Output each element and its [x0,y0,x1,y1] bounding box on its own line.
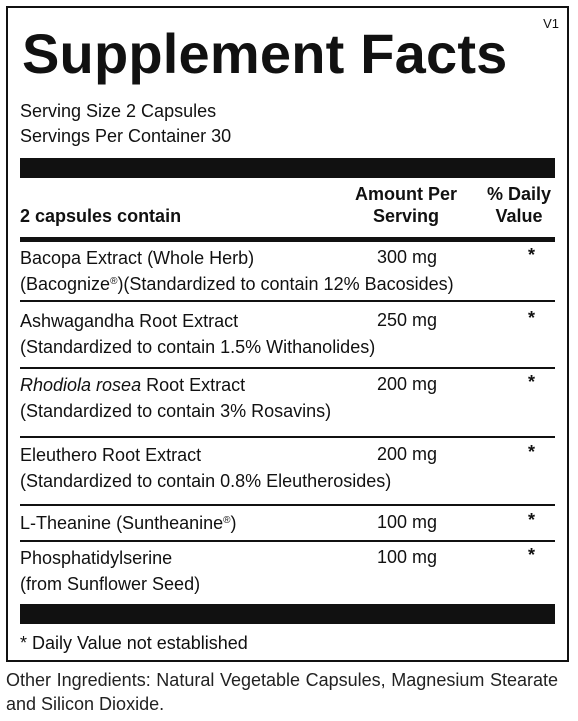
supplement-facts-panel [6,6,569,662]
version-label: V1 [543,16,559,31]
contain-label: 2 capsules contain [20,206,182,226]
row-divider [20,504,555,506]
ingredient-name: Rhodiola rosea Root Extract (Standardized to contain 3% Rosavins) [20,375,332,422]
ingredient-name: Ashwagandha Root Extract (Standardized to contain 1.5% Withanolides) [20,311,376,358]
daily-value-footnote: * Daily Value not established [20,633,248,653]
header-rule [20,237,555,242]
other-ingredients: Other Ingredients: Natural Vegetable Capsules, Magnesium Stearate and Silicon Dioxide. [6,670,558,715]
amount-header-line1: Amount Per [354,184,457,204]
ingredient-dv: * [528,308,536,328]
ingredient-amount: 300 mg [377,247,438,267]
ingredient-amount: 200 mg [377,444,438,464]
ingredient-dv: * [528,245,536,265]
dv-header-line2: Value [495,205,543,226]
ingredient-name: L-Theanine (Suntheanine®) [20,513,237,533]
bottom-thick-rule [20,604,555,624]
servings-per-container: Servings Per Container 30 [20,126,232,146]
ingredient-amount: 200 mg [377,374,438,394]
row-divider [20,436,555,438]
row-divider [20,367,555,369]
ingredient-dv: * [528,372,536,392]
ingredient-amount: 100 mg [377,512,438,532]
ingredient-dv: * [528,442,536,462]
ingredient-amount: 250 mg [377,310,438,330]
ingredient-name: Eleuthero Root Extract (Standardized to contain 0.8% Eleutherosides) [20,445,392,492]
amount-header [350,184,462,227]
serving-size: Serving Size 2 Capsules [20,101,217,121]
ingredient-dv: * [528,545,536,565]
row-divider [20,540,555,542]
top-thick-rule [20,158,555,178]
amount-header-line2: Serving [372,205,440,226]
ingredient-name: Bacopa Extract (Whole Herb) (Bacognize®)(Standardized to contain 12% Bacosides) [20,248,454,295]
row-divider [20,300,555,302]
panel-title: Supplement Facts [22,22,508,85]
dv-header [478,184,560,227]
dv-header-line1: % Daily [486,184,552,204]
ingredient-name: Phosphatidylserine (from Sunflower Seed) [20,548,201,595]
ingredient-amount: 100 mg [377,547,438,567]
ingredient-dv: * [528,510,536,530]
